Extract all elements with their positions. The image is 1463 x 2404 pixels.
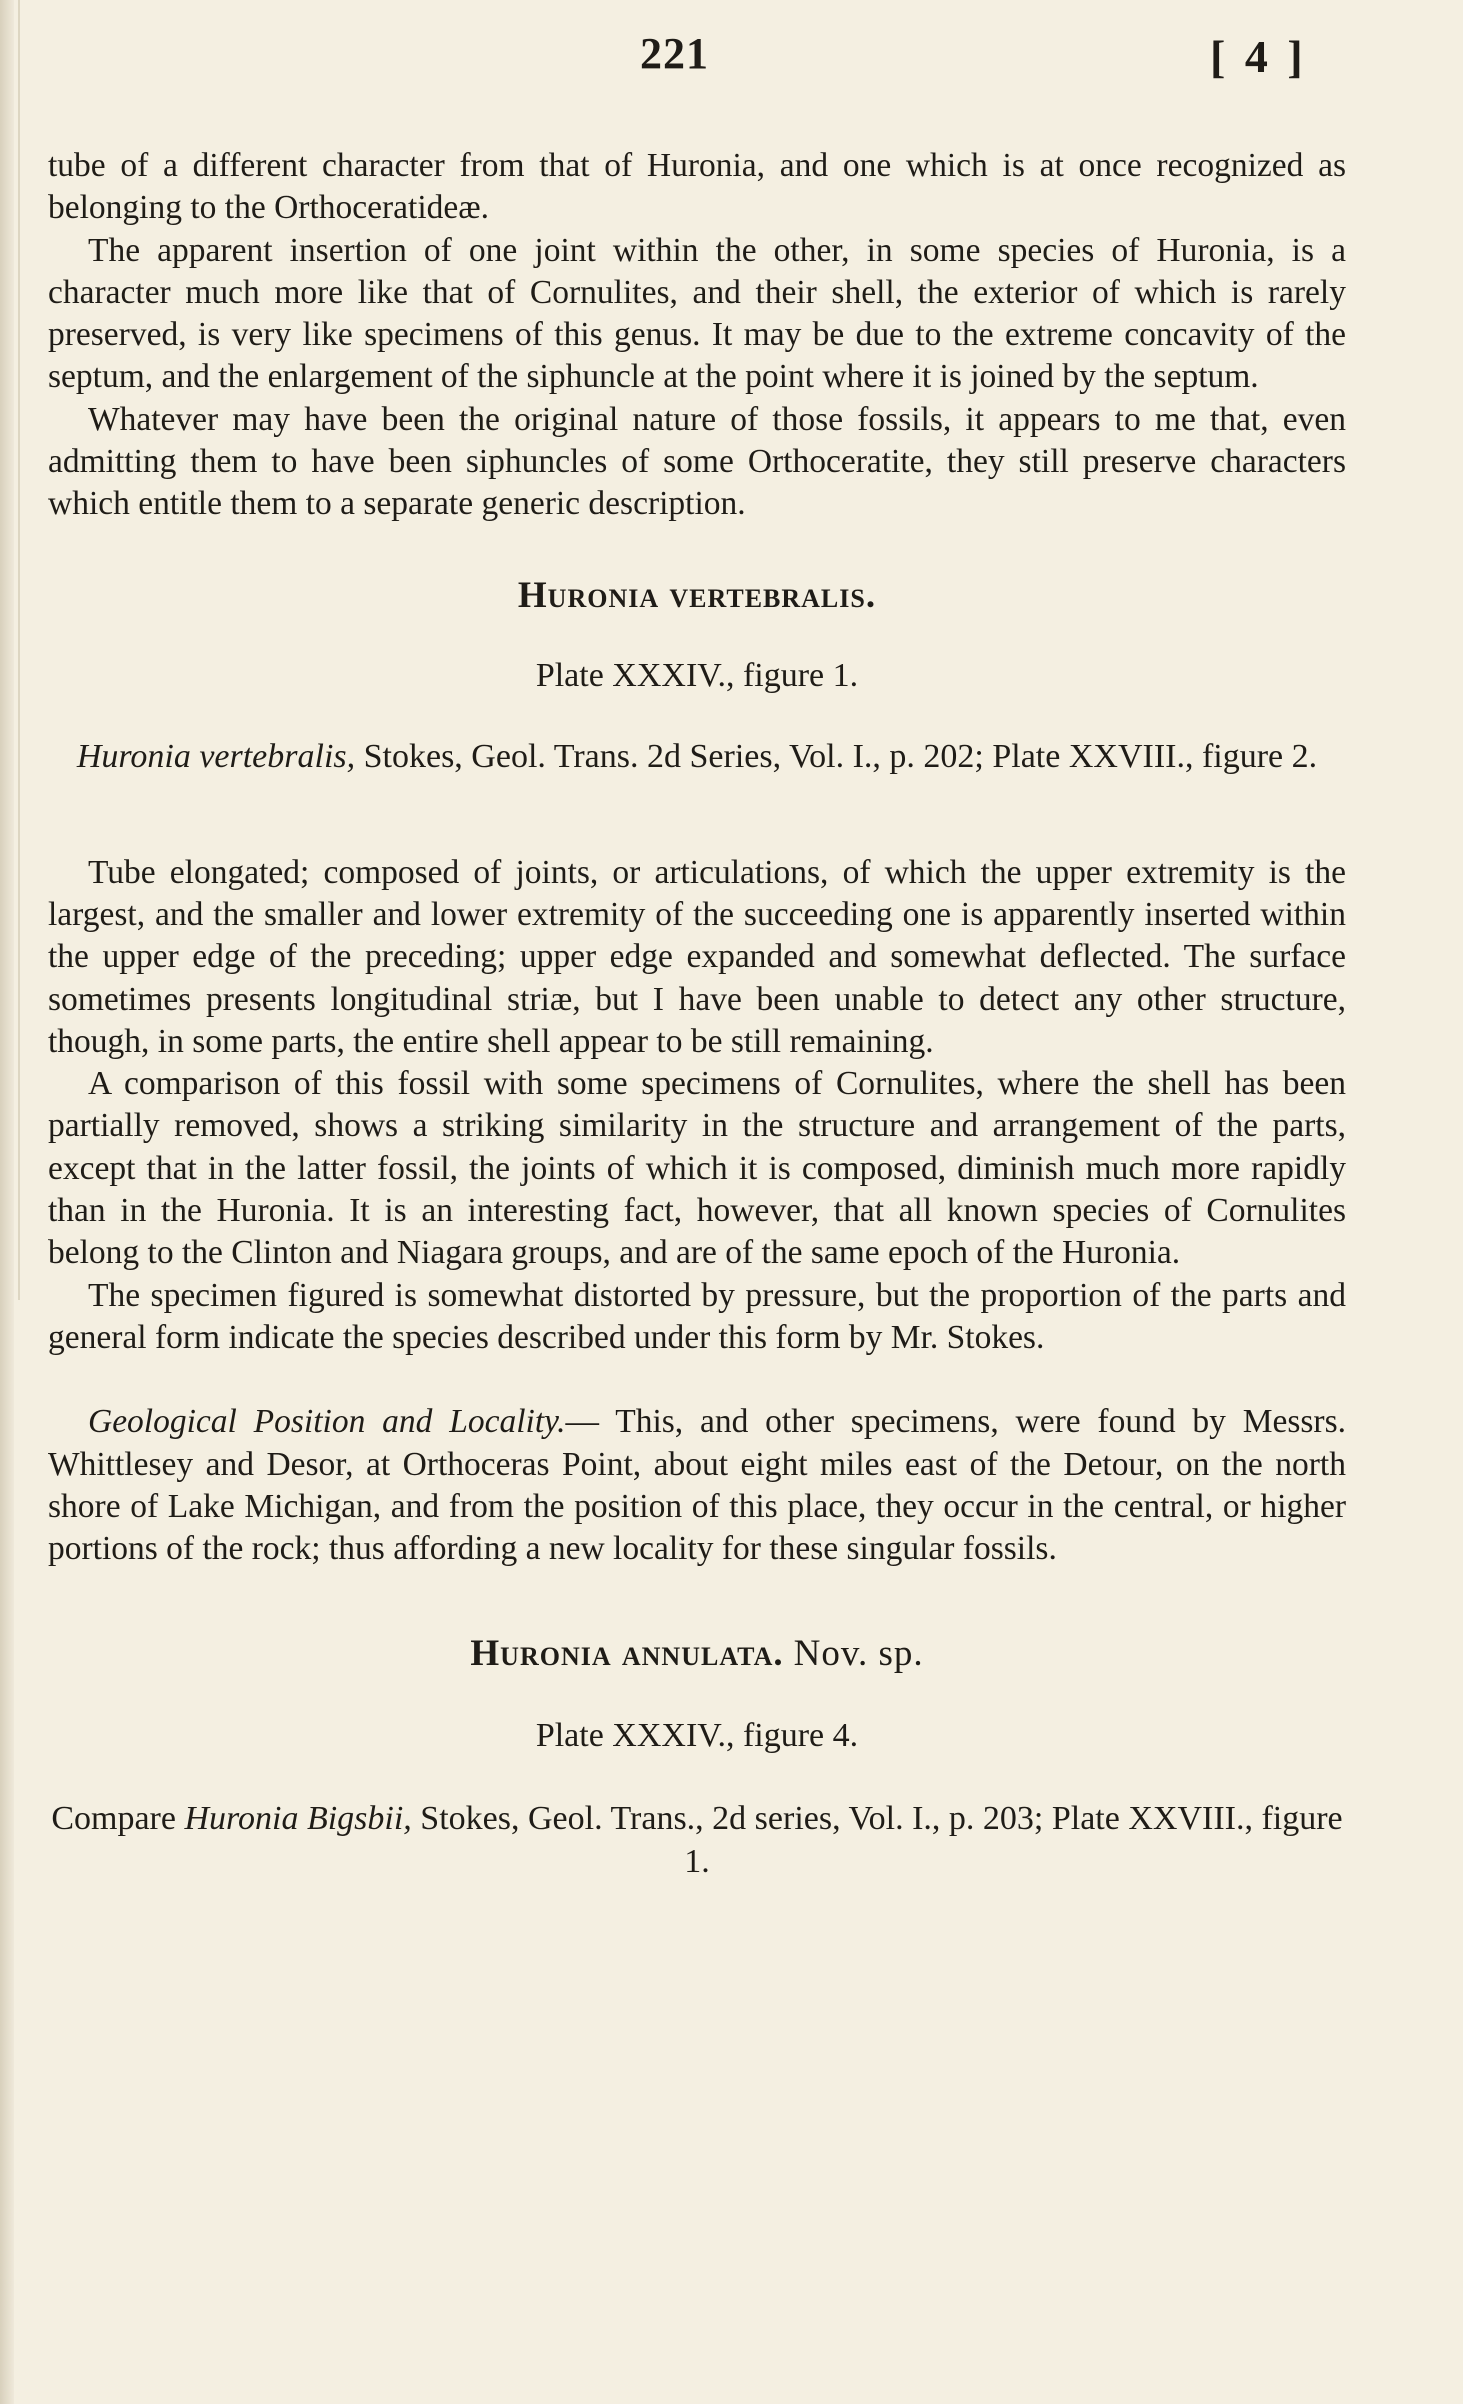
synonymy-vertebralis	[48, 735, 1346, 778]
species-name-annulata: Huronia annulata.	[470, 1633, 784, 1675]
page-header	[0, 28, 1463, 88]
paragraph-original-nature: Whatever may have been the original nature of those fossils, it appears to me that, even admitting them to have been siphuncles of some Orthoceratite, they still preserve characters which entitle them to a separate generic description.	[48, 400, 1346, 523]
plate-reference-vertebralis: Plate XXXIV., figure 1.	[535, 656, 859, 694]
page-edge-line	[18, 0, 20, 1300]
signature-mark: [ 4 ]	[1210, 31, 1307, 82]
page-number: 221	[640, 29, 709, 78]
nov-sp-label: Nov. sp.	[793, 1633, 924, 1675]
description-comparison: A comparison of this fossil with some specimens of Cornulites, where the shell has been partially removed, shows a striking similarity in the structure and arrangement of the parts, except that in the latter fossil, the joints of which it is composed, diminish much more rapidly than in the Huronia. It is an interesting fact, however, that all known species of Cornulites belong to the Clinton and Niagara groups, and are of the same epoch of the Huronia.	[48, 1065, 1346, 1272]
paragraph-joint-insertion: The apparent insertion of one joint within the other, in some species of Huronia, is a character much more like that of Cornulites, and their shell, the exterior of which is rarely preserved, is very like specimens of this genus. It may be due to the extreme concavity of the septum, and the enlargement of the siphuncle at the point where it is joined by the septum.	[48, 231, 1346, 396]
synonym-species-name: Huronia vertebralis,	[76, 737, 356, 775]
compare-reference-annulata	[48, 1797, 1346, 1883]
plate-reference-annulata: Plate XXXIV., figure 4.	[535, 1717, 859, 1755]
compare-prefix: Compare	[51, 1800, 185, 1838]
species-heading-annulata	[48, 1632, 1346, 1675]
geological-position-text: — This, and other specimens, were found by Messrs. Whittlesey and Desor, at Orthoceras Point, about eight miles east of the Detour, on the north shore of Lake Michigan, and from the position of this place, they occur in the central, or higher portions of the rock; thus affording a new locality for these singular fossils.	[48, 1403, 1346, 1568]
description-tube: Tube elongated; composed of joints, or articulations, of which the upper extremity is the largest, and the smaller and lower extremity of the succeeding one is apparently inserted within the upper edge of the preceding; upper edge expanded and somewhat deflected. The surface sometimes presents longitudinal striæ, but I have been unable to detect any other structure, though, in some parts, the entire shell appear to be still remaining.	[48, 853, 1346, 1060]
page-body	[48, 145, 1346, 1883]
paragraph-continuation: tube of a different character from that of Huronia, and one which is at once recognized as belonging to the Orthoceratideæ.	[48, 147, 1346, 227]
species-heading-vertebralis: Huronia vertebralis.	[517, 574, 877, 616]
page-binding-edge	[0, 0, 14, 2404]
compare-citation: Stokes, Geol. Trans., 2d series, Vol. I., p. 203; Plate XXVIII., figure 1.	[411, 1800, 1343, 1881]
synonym-citation: Stokes, Geol. Trans. 2d Series, Vol. I., p. 202; Plate XXVIII., figure 2.	[355, 737, 1318, 775]
description-specimen: The specimen figured is somewhat distorted by pressure, but the proportion of the parts and general form indicate the species described under this form by Mr. Stokes.	[48, 1276, 1346, 1356]
compare-species-name: Huronia Bigsbii,	[184, 1800, 412, 1838]
geological-position	[48, 1401, 1346, 1570]
geological-position-label: Geological Position and Locality.	[88, 1403, 566, 1441]
